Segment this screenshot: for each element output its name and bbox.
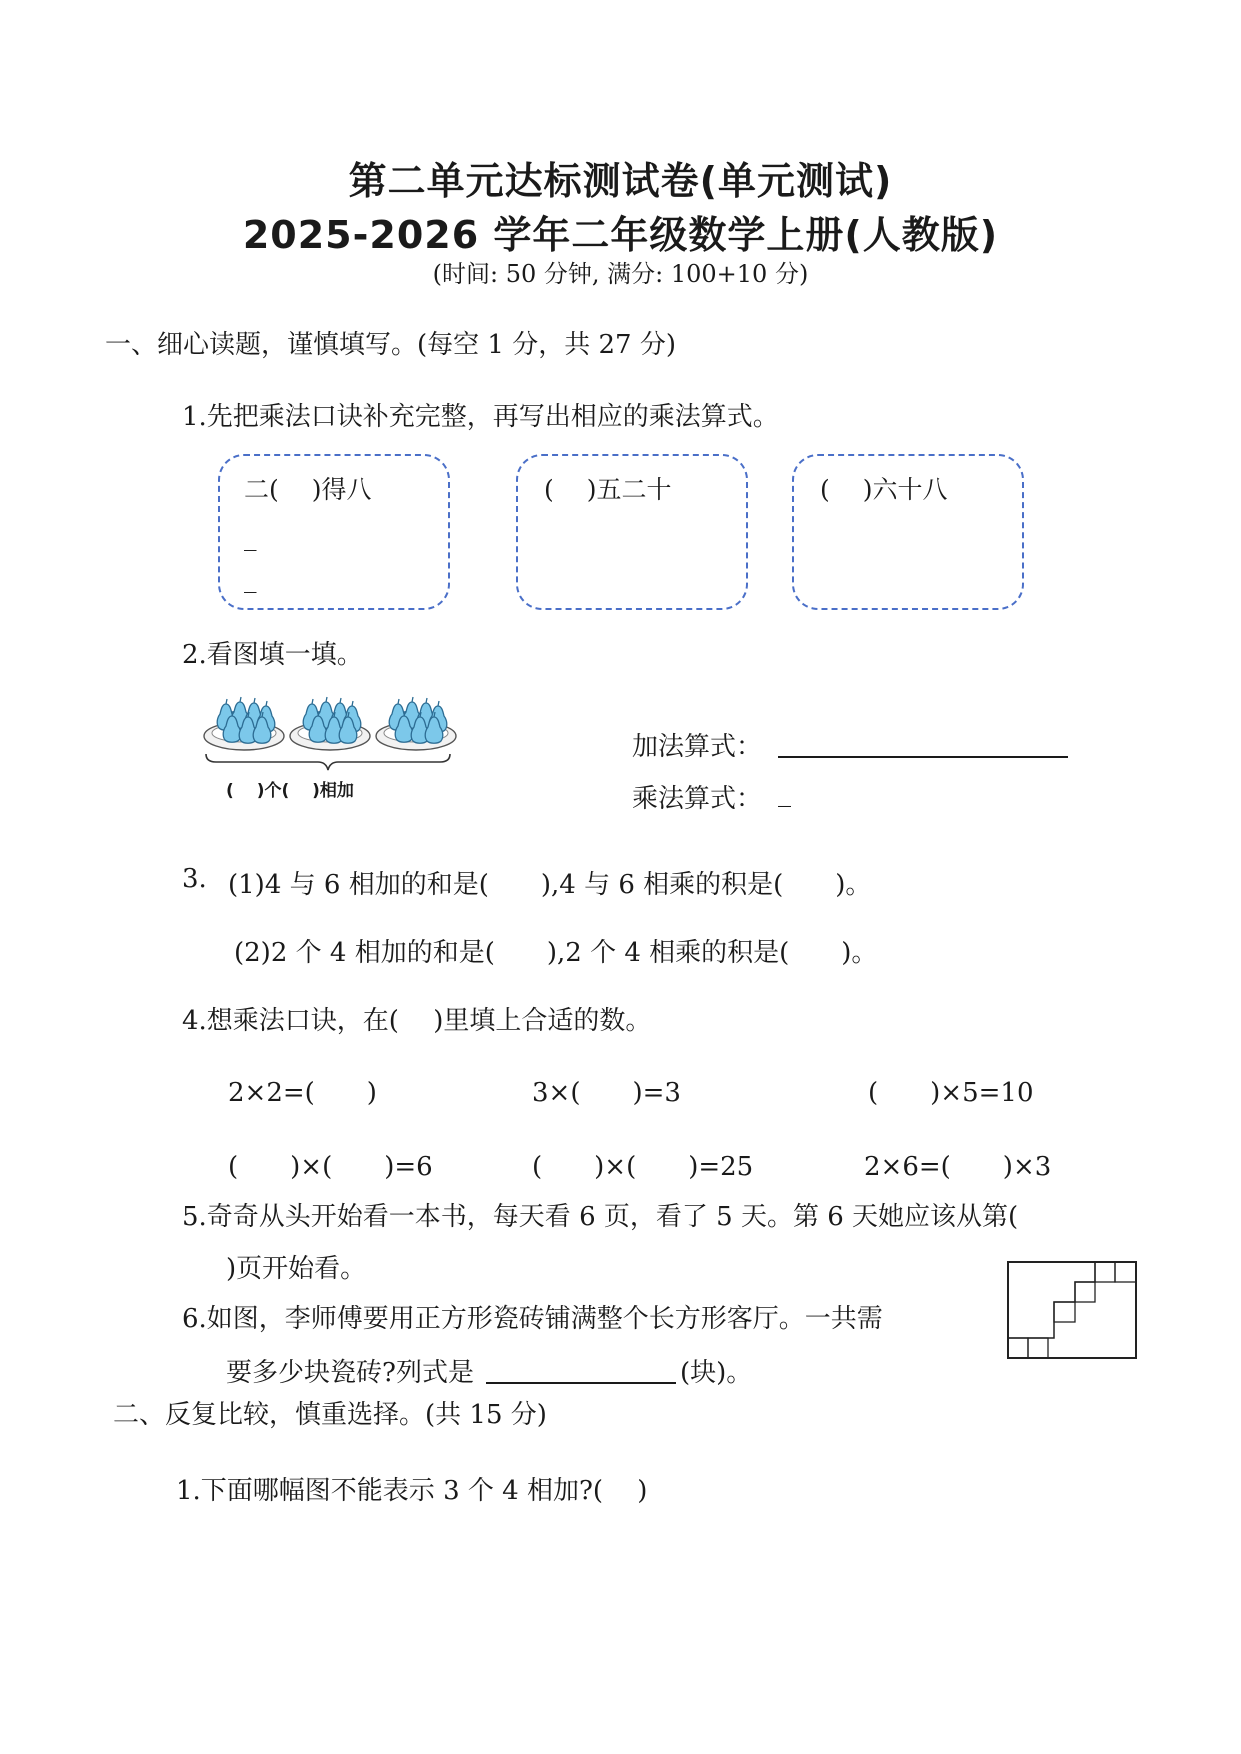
- equation-5: ( )×( )=25: [532, 1152, 754, 1182]
- equation-4: ( )×( )=6: [228, 1152, 433, 1182]
- question-3-part-1: (1)4 与 6 相加的和是( ),4 与 6 相乘的积是( )。: [228, 870, 872, 900]
- question-6-line-2-prefix: 要多少块瓷砖?列式是: [226, 1358, 474, 1388]
- addition-answer-line[interactable]: [778, 756, 1068, 758]
- question-2-text: 2.看图填一填。: [182, 640, 363, 670]
- question-5-line-2: )页开始看。: [226, 1254, 367, 1284]
- multiplication-answer-blank[interactable]: _: [778, 778, 791, 808]
- equation-6: 2×6=( )×3: [864, 1152, 1052, 1182]
- question-6-answer-line[interactable]: [486, 1382, 676, 1384]
- plate-3: [376, 697, 456, 750]
- brace: [206, 754, 450, 770]
- question-3-number: 3.: [182, 864, 207, 894]
- multiplication-label: 乘法算式：: [632, 784, 763, 814]
- answer-blank-1[interactable]: _: [244, 522, 257, 551]
- question-3-part-2: (2)2 个 4 相加的和是( ),2 个 4 相乘的积是( )。: [234, 938, 878, 968]
- question-6-line-2-suffix: (块)。: [680, 1358, 753, 1388]
- equation-3: ( )×5=10: [868, 1078, 1034, 1108]
- addition-label: 加法算式：: [632, 732, 763, 762]
- section-2-question-1: 1.下面哪幅图不能表示 3 个 4 相加?( ): [176, 1476, 648, 1506]
- rhyme-text: ( )六十八: [820, 475, 948, 504]
- question-4-text: 4.想乘法口诀，在( )里填上合适的数。: [182, 1006, 652, 1036]
- plate-2: [290, 697, 370, 750]
- question-5-line-1: 5.奇奇从头开始看一本书，每天看 6 页，看了 5 天。第 6 天她应该从第(: [182, 1202, 1019, 1232]
- rhyme-text: ( )五二十: [544, 475, 672, 504]
- living-room-tile-diagram: [1006, 1260, 1138, 1360]
- question-6-line-1: 6.如图，李师傅要用正方形瓷砖铺满整个长方形客厅。一共需: [182, 1304, 883, 1334]
- plate-1: [204, 697, 284, 750]
- rhyme-text: 二( )得八: [244, 475, 372, 504]
- rhyme-box-3[interactable]: [792, 454, 1024, 610]
- answer-blank-2[interactable]: _: [244, 564, 257, 593]
- page-title: 第二单元达标测试卷(单元测试): [348, 159, 893, 203]
- equation-2: 3×( )=3: [532, 1078, 681, 1108]
- rhyme-box-2[interactable]: [516, 454, 748, 610]
- image-caption: ( )个( )相加: [226, 781, 354, 801]
- section-2-heading: 二、反复比较，慎重选择。(共 15 分): [113, 1400, 547, 1430]
- section-1-heading: 一、细心读题，谨慎填写。(每空 1 分，共 27 分): [105, 330, 676, 360]
- page-title-line2: 2025-2026 学年二年级数学上册(人教版): [242, 213, 999, 257]
- equation-1: 2×2=( ): [228, 1078, 377, 1108]
- exam-info: (时间: 50 分钟, 满分: 100+10 分): [432, 260, 809, 288]
- rhyme-box-1: [218, 454, 450, 610]
- question-1-text: 1.先把乘法口诀补充完整，再写出相应的乘法算式。: [182, 402, 779, 432]
